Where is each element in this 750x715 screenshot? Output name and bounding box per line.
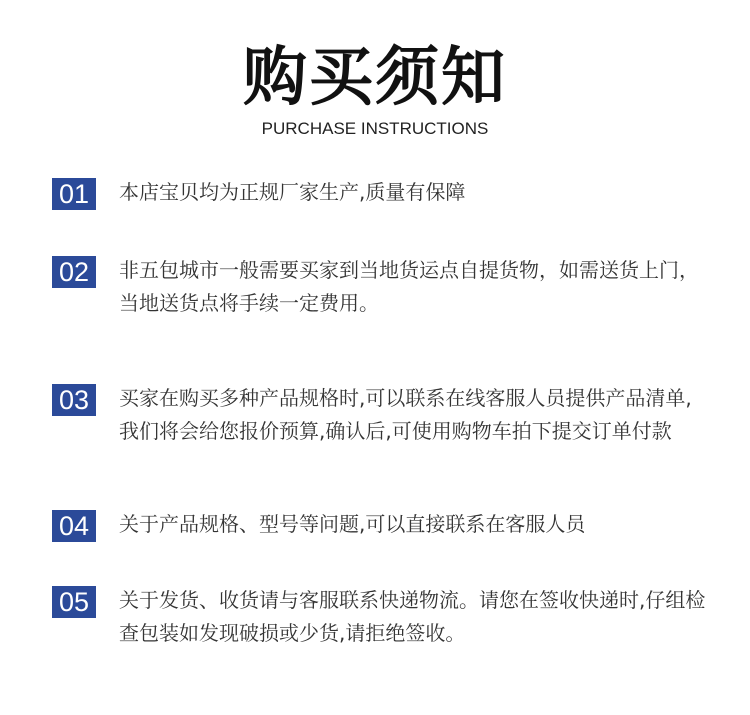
item-number-badge: 05 bbox=[52, 586, 96, 618]
item-number-badge: 02 bbox=[52, 256, 96, 288]
page-title: 购买须知 bbox=[243, 41, 507, 115]
item-text: 买家在购买多种产品规格时,可以联系在线客服人员提供产品清单,我们将会给您报价预算,确认后,可使用购物车拍下提交订单付款 bbox=[119, 386, 692, 443]
item-number-badge: 01 bbox=[52, 178, 96, 210]
item-number-badge: 03 bbox=[52, 384, 96, 416]
item-text: 非五包城市一般需要买家到当地货运点自提货物，如需送货上门，当地送货点将手续一定费用。 bbox=[119, 258, 699, 315]
item-text: 关于产品规格、型号等问题,可以直接联系在客服人员 bbox=[119, 512, 586, 536]
item-number-badge: 04 bbox=[52, 510, 96, 542]
item-text: 本店宝贝均为正规厂家生产,质量有保障 bbox=[119, 180, 466, 204]
page-subtitle: PURCHASE INSTRUCTIONS bbox=[261, 119, 489, 138]
item-text: 关于发货、收货请与客服联系快递物流。请您在签收快递时,仔组检查包装如发现破损或少货,请拒绝签收。 bbox=[119, 588, 706, 645]
